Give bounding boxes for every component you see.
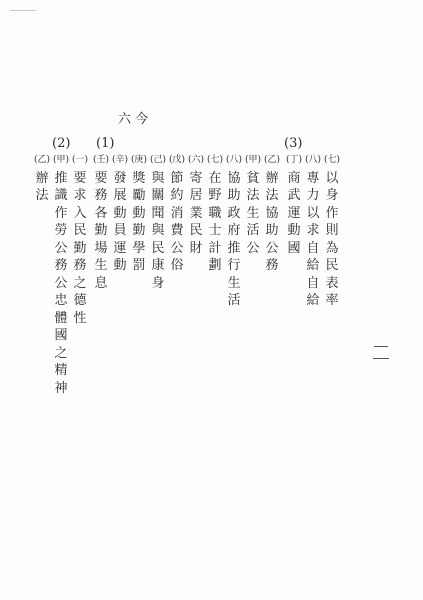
marker-1 — [96, 136, 114, 152]
text-char: 動 — [113, 205, 127, 221]
text-char: 身 — [325, 188, 339, 203]
text-column — [207, 152, 223, 275]
text-char: 給 — [306, 258, 320, 273]
text-char: 罰 — [132, 258, 146, 273]
section-heading — [118, 112, 148, 128]
text-char: 性 — [73, 310, 87, 326]
text-char: 野 — [208, 188, 222, 203]
text-char: 給 — [306, 293, 320, 308]
page-number — [372, 338, 390, 368]
text-char: 要 — [94, 170, 108, 186]
text-char: 勵 — [132, 188, 146, 203]
text-char: 生 — [94, 258, 108, 273]
text-char: 動 — [132, 205, 146, 221]
text-char: 寄 — [189, 170, 203, 186]
text-char: (乙) — [34, 155, 51, 165]
marker-2 — [52, 136, 70, 152]
text-char: 民 — [325, 258, 339, 273]
text-char: 俗 — [170, 258, 184, 273]
text-char: (七) — [324, 155, 341, 165]
text-column — [264, 152, 280, 275]
text-char: 神 — [54, 380, 68, 396]
text-char: 自 — [306, 240, 320, 256]
text-char: 費 — [170, 223, 184, 238]
text-char: (戊) — [169, 155, 186, 165]
text-char: 之 — [54, 345, 68, 361]
text-char: 運 — [287, 205, 301, 221]
text-char: 公 — [54, 275, 68, 291]
text-char: 學 — [132, 240, 146, 256]
text-char: 動 — [287, 223, 301, 238]
scan-corner-mark — [10, 10, 36, 14]
text-char: 職 — [208, 205, 222, 221]
text-char: 辦 — [265, 170, 279, 186]
text-char: 發 — [113, 170, 127, 186]
text-char: 識 — [54, 188, 68, 203]
text-char: 行 — [227, 258, 241, 273]
text-char: 作 — [325, 205, 339, 221]
text-char: 獎 — [132, 170, 146, 186]
text-column — [150, 152, 166, 292]
text-column — [286, 152, 302, 257]
text-char: 業 — [189, 205, 203, 221]
text-column — [53, 152, 69, 397]
text-char: 府 — [227, 223, 241, 238]
text-column — [131, 152, 147, 275]
text-char: 聞 — [151, 205, 165, 221]
text-char: 劃 — [208, 258, 222, 273]
text-char: 約 — [170, 188, 184, 203]
text-char: 居 — [189, 188, 203, 203]
text-char: 國 — [287, 240, 301, 256]
text-char: 力 — [306, 188, 320, 203]
text-char: 國 — [54, 328, 68, 343]
text-char: 推 — [227, 240, 241, 256]
marker-3 — [284, 136, 302, 152]
text-char: 活 — [246, 223, 260, 238]
text-char: 關 — [151, 188, 165, 203]
text-char: 勤 — [73, 240, 87, 256]
text-char: 則 — [325, 223, 339, 238]
text-char: 務 — [94, 188, 108, 203]
text-char: 以 — [325, 170, 339, 186]
text-char: 貧 — [246, 170, 260, 186]
text-char: 消 — [170, 205, 184, 221]
text-column — [34, 152, 50, 205]
text-char: (一) — [72, 155, 89, 165]
text-char: 節 — [170, 170, 184, 186]
text-char: 與 — [151, 223, 165, 238]
text-char: 展 — [113, 188, 127, 203]
text-char: 勤 — [94, 223, 108, 238]
text-char: 協 — [227, 170, 241, 186]
text-char: 為 — [325, 240, 339, 256]
text-char: (甲) — [245, 155, 262, 165]
text-char: (八) — [305, 155, 322, 165]
text-char: 公 — [246, 240, 260, 256]
text-char: (丁) — [286, 155, 303, 165]
text-column — [324, 152, 340, 310]
text-char: 各 — [94, 205, 108, 221]
text-char: 場 — [94, 240, 108, 256]
text-char: 勤 — [132, 223, 146, 238]
marker-2-text: (2) — [52, 136, 71, 151]
text-char: 身 — [151, 275, 165, 291]
text-char: 與 — [151, 170, 165, 186]
text-char: 率 — [325, 293, 339, 308]
section-heading-text: 六 今 — [118, 112, 149, 127]
text-char: (辛) — [112, 155, 129, 165]
text-char: 勞 — [54, 223, 68, 238]
text-char: 運 — [113, 240, 127, 256]
text-char: 自 — [306, 275, 320, 291]
text-char: 作 — [54, 205, 68, 221]
text-char: 民 — [151, 240, 165, 256]
text-column — [188, 152, 204, 257]
text-char: 活 — [227, 293, 241, 308]
text-column — [226, 152, 242, 310]
text-column — [72, 152, 88, 327]
text-char: 在 — [208, 170, 222, 186]
text-char: 協 — [265, 205, 279, 221]
text-char: 表 — [325, 275, 339, 291]
text-char: 要 — [73, 170, 87, 186]
marker-1-text: (1) — [96, 136, 115, 151]
text-char: 體 — [54, 310, 68, 326]
text-column — [169, 152, 185, 275]
text-char: 法 — [35, 188, 49, 203]
text-char: 務 — [54, 258, 68, 273]
text-char: 政 — [227, 205, 241, 221]
text-char: 民 — [73, 223, 87, 238]
text-char: (庚) — [131, 155, 148, 165]
text-char: 公 — [54, 240, 68, 256]
text-char: (壬) — [93, 155, 110, 165]
text-char: 息 — [94, 275, 108, 291]
text-char: 生 — [246, 205, 260, 221]
text-column — [245, 152, 261, 257]
text-char: 計 — [208, 240, 222, 256]
text-char: 公 — [170, 240, 184, 256]
text-char: 商 — [287, 170, 301, 186]
text-char: 民 — [189, 223, 203, 238]
text-char: (七) — [207, 155, 224, 165]
text-char: 求 — [73, 188, 87, 203]
text-char: (甲) — [53, 155, 70, 165]
text-char: 之 — [73, 275, 87, 291]
text-char: 以 — [306, 205, 320, 221]
text-char: 生 — [227, 275, 241, 291]
text-char: 務 — [265, 258, 279, 273]
text-char: 德 — [73, 293, 87, 308]
text-char: 務 — [73, 258, 87, 273]
marker-3-text: (3) — [284, 136, 303, 151]
text-char: 法 — [246, 188, 260, 203]
text-char: 辦 — [35, 170, 49, 186]
text-char: 求 — [306, 223, 320, 238]
text-char: 財 — [189, 240, 203, 256]
text-char: (六) — [188, 155, 205, 165]
text-char: 士 — [208, 223, 222, 238]
text-column — [112, 152, 128, 275]
text-char: 員 — [113, 223, 127, 238]
text-char: 武 — [287, 188, 301, 203]
text-char: 公 — [265, 240, 279, 256]
text-column — [93, 152, 109, 292]
text-char: (八) — [226, 155, 243, 165]
text-char: 忠 — [54, 293, 68, 308]
text-char: (己) — [150, 155, 167, 165]
text-char: 入 — [73, 205, 87, 221]
text-char: 康 — [151, 258, 165, 273]
text-char: 助 — [227, 188, 241, 203]
text-char: 推 — [54, 170, 68, 186]
text-char: 專 — [306, 170, 320, 186]
text-char: 動 — [113, 258, 127, 273]
text-column — [305, 152, 321, 310]
text-char: 法 — [265, 188, 279, 203]
text-char: 精 — [54, 363, 68, 378]
text-char: (乙) — [264, 155, 281, 165]
text-char: 助 — [265, 223, 279, 238]
